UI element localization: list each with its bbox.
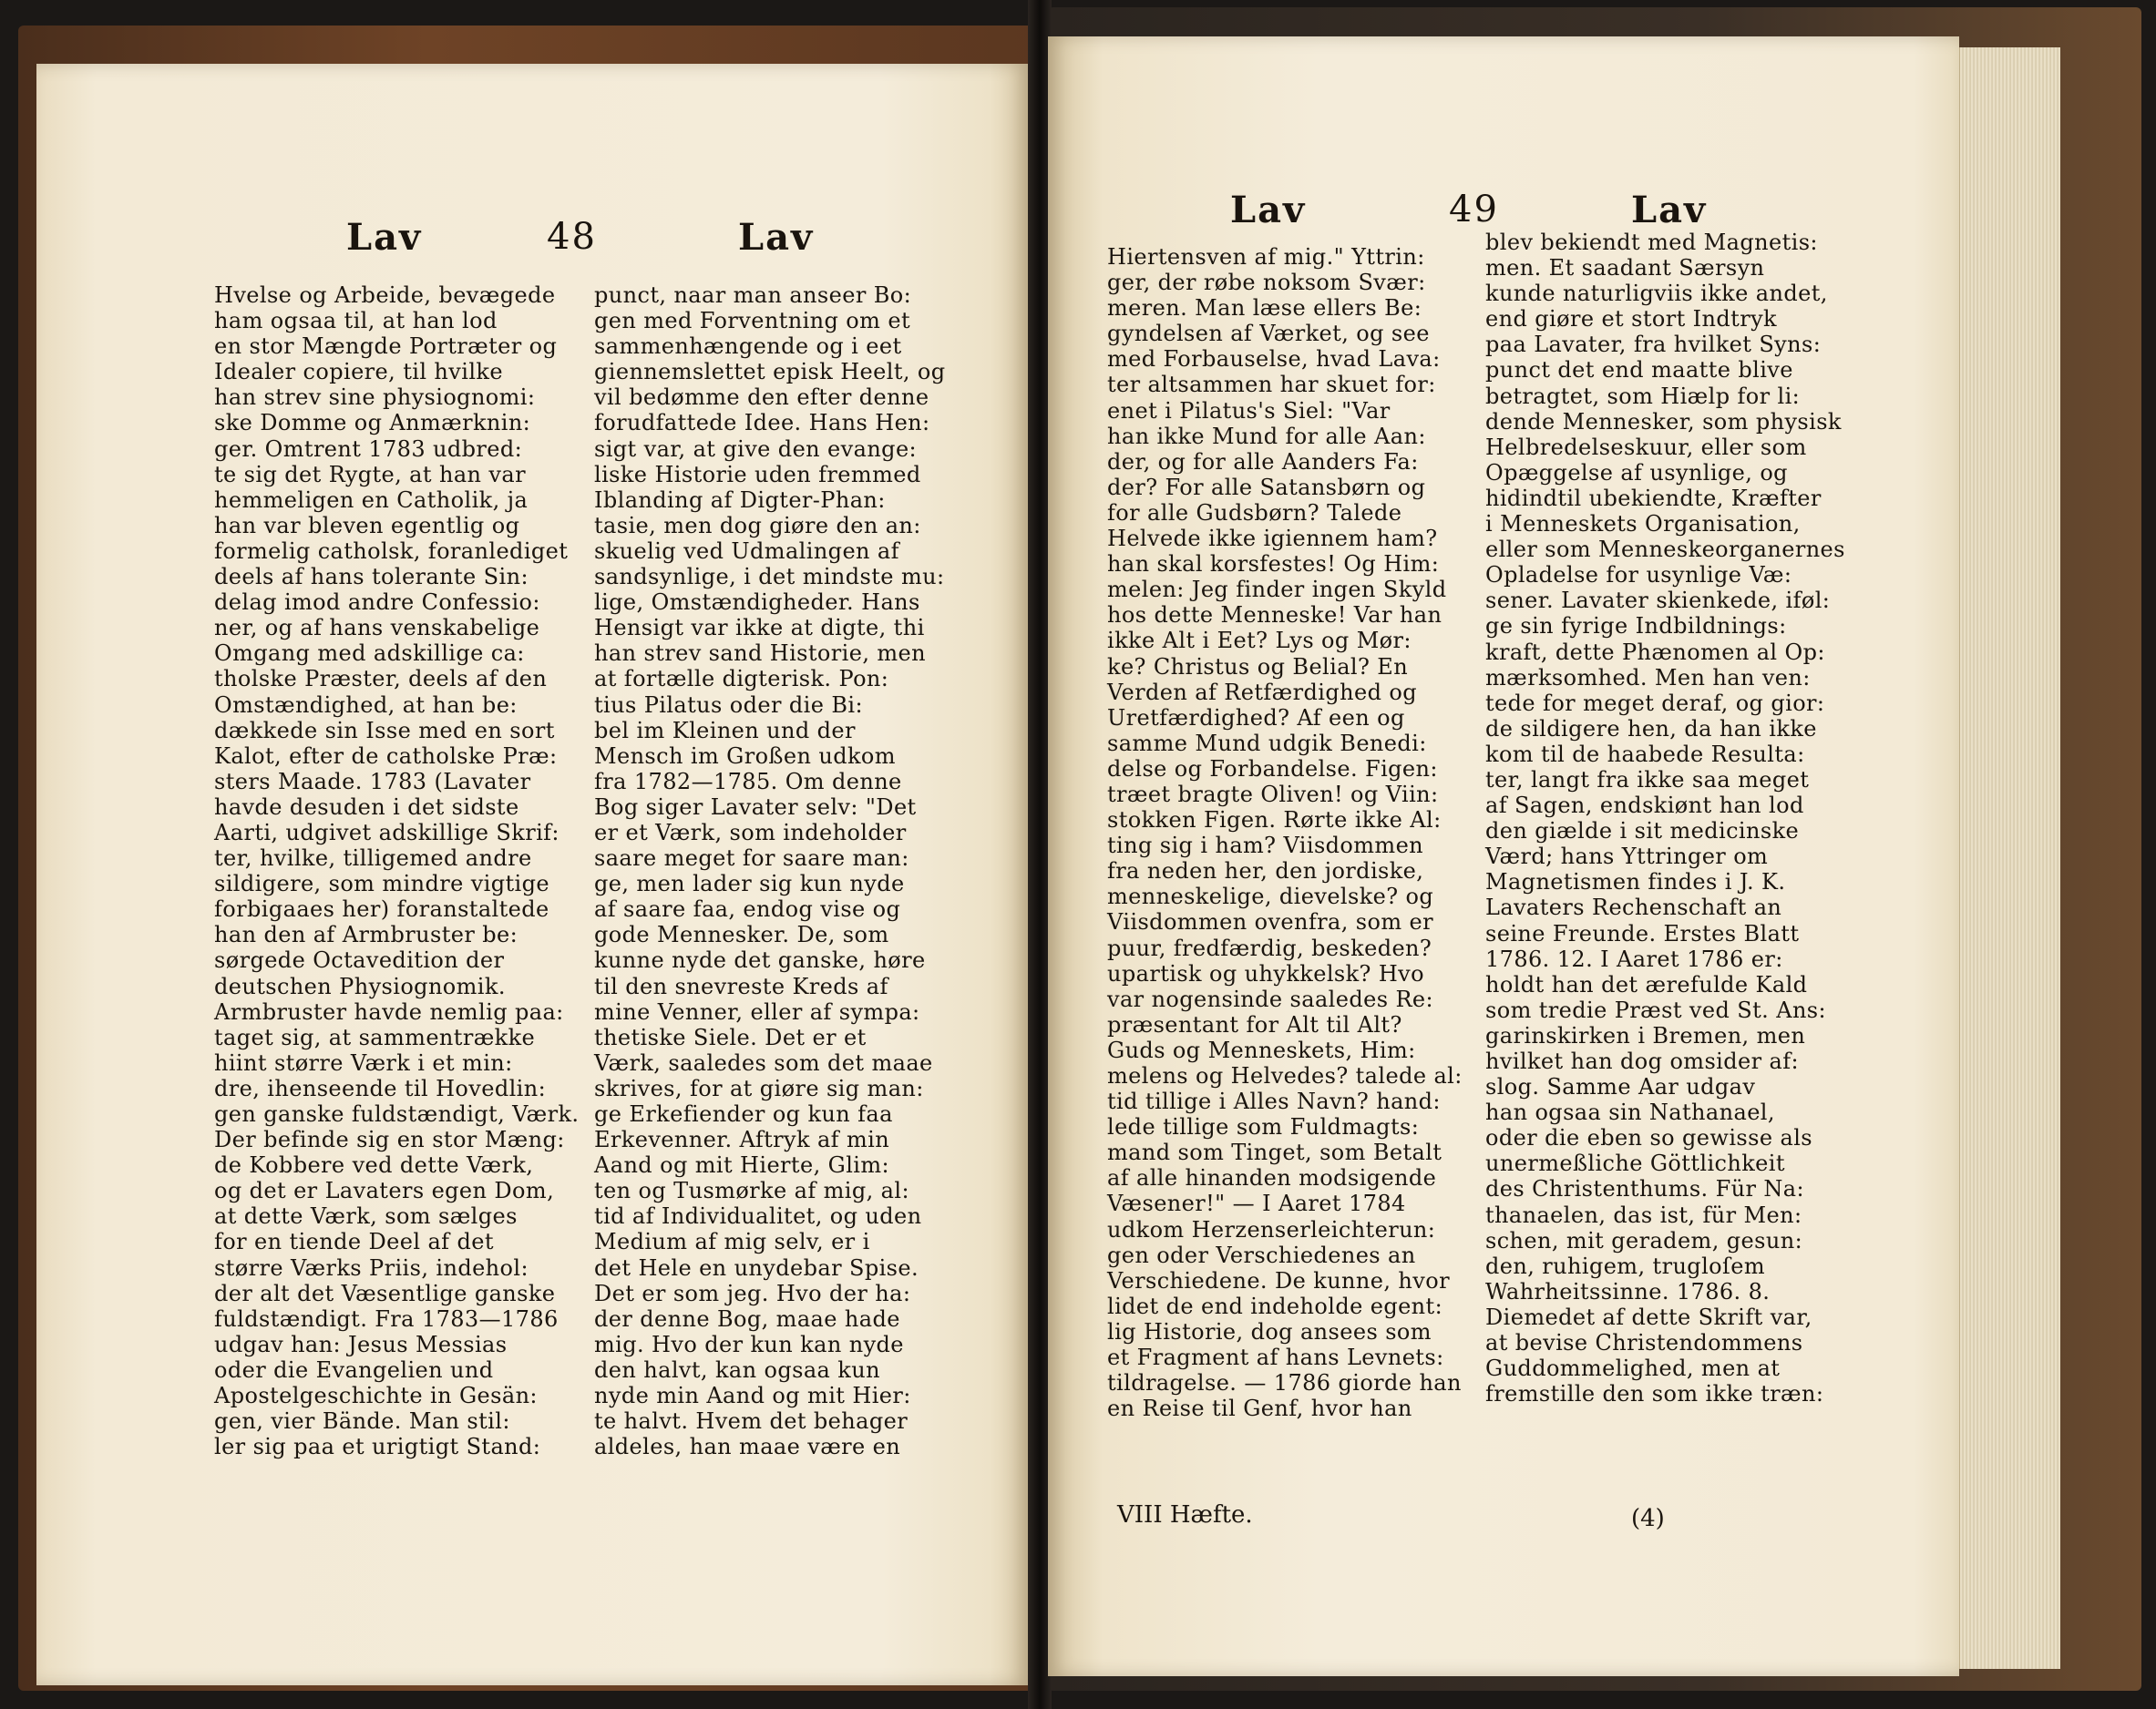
text-line: kunde naturligviis ikke andet, <box>1485 281 1828 307</box>
text-line: Verschiedene. De kunne, hvor <box>1107 1267 1450 1294</box>
text-line: skuelig ved Udmalingen af <box>594 537 899 564</box>
text-line: thanaelen, das ist, für Men: <box>1485 1202 1802 1228</box>
text-line: upartisk og uhykkelsk? Hvo <box>1107 960 1424 987</box>
text-line: ge sin fyrige Indbildnings: <box>1485 613 1787 640</box>
text-line: sørgede Octavedition der <box>214 947 505 974</box>
text-line: ting sig i ham? Viisdommen <box>1107 833 1424 859</box>
text-line: han ikke Mund for alle Aan: <box>1107 423 1426 449</box>
text-column-2 <box>594 282 977 1459</box>
text-line: for alle Gudsbørn? Talede <box>1107 499 1402 526</box>
text-line: den giælde i sit medicinske <box>1485 818 1800 844</box>
text-line: vil bedømme den efter denne <box>594 384 929 411</box>
text-line: gode Mennesker. De, som <box>594 922 889 948</box>
text-line: nyde min Aand og mit Hier: <box>594 1383 911 1409</box>
text-line: skrives, for at giøre sig man: <box>594 1075 924 1101</box>
text-line: Lavaters Rechenschaft an <box>1485 895 1782 921</box>
text-line: sildigere, som mindre vigtige <box>214 871 550 897</box>
text-line: sener. Lavater skienkede, iføl: <box>1485 588 1831 614</box>
text-line: gen med Forventning om et <box>594 308 910 334</box>
text-line: te sig det Rygte, at han var <box>214 461 526 487</box>
text-line: Erkevenner. Aftryk af min <box>594 1127 890 1153</box>
text-line: af Sagen, endskiønt han lod <box>1485 793 1804 819</box>
text-line: Omstændighed, at han be: <box>214 691 518 718</box>
text-line: eller som Menneskeorganernes <box>1485 537 1845 563</box>
text-line: samme Mund udgik Benedi: <box>1107 730 1427 756</box>
text-line: der denne Bog, maae hade <box>594 1305 900 1332</box>
right-page <box>1048 36 1959 1676</box>
text-line: Medium af mig selv, er i <box>594 1229 870 1255</box>
text-line: Guddommelighed, men at <box>1485 1356 1781 1382</box>
text-line: større Værks Priis, indehol: <box>214 1254 529 1281</box>
text-line: delse og Forbandelse. Figen: <box>1107 755 1438 782</box>
text-line: melens og Helvedes? talede al: <box>1107 1063 1463 1089</box>
text-line: ter, langt fra ikke saa meget <box>1485 766 1810 793</box>
text-line: gen oder Verschiedenes an <box>1107 1242 1416 1268</box>
gathering-number: (4) <box>1631 1505 1665 1532</box>
text-line: ler sig paa et urigtigt Stand: <box>214 1434 541 1460</box>
text-line: Viisdommen ovenfra, som er <box>1107 909 1434 936</box>
text-line: gen, vier Bände. Man stil: <box>214 1408 510 1435</box>
text-line: præsentant for Alt til Alt? <box>1107 1011 1402 1038</box>
text-line: dende Mennesker, som physisk <box>1485 408 1842 435</box>
text-line: sandsynlige, i det mindste mu: <box>594 564 945 590</box>
text-line: og det er Lavaters egen Dom, <box>214 1178 555 1204</box>
text-line: han strev sine physiognomi: <box>214 384 536 411</box>
text-line: sters Maade. 1783 (Lavater <box>214 768 531 794</box>
text-line: lige, Omstændigheder. Hans <box>594 589 920 616</box>
text-line: Wahrheitssinne. 1786. 8. <box>1485 1278 1771 1305</box>
text-line: enet i Pilatus's Siel: "Var <box>1107 397 1391 424</box>
text-line: Helbredelseskuur, eller som <box>1485 434 1807 460</box>
text-line: tasie, men dog giøre den an: <box>594 512 921 538</box>
text-line: Værd; hans Yttringer om <box>1485 844 1769 870</box>
text-line: stokken Figen. Rørte ikke Al: <box>1107 807 1442 834</box>
text-line: seine Freunde. Erstes Blatt <box>1485 920 1800 947</box>
text-line: i Menneskets Organisation, <box>1485 511 1801 537</box>
text-line: at bevise Christendommens <box>1485 1330 1803 1356</box>
text-line: ikke Alt i Eet? Lys og Mør: <box>1107 628 1412 654</box>
text-line: fra neden her, den jordiske, <box>1107 858 1424 885</box>
text-line: taget sig, at sammentrække <box>214 1024 536 1050</box>
text-line: tid tillige i Alles Navn? hand: <box>1107 1089 1441 1115</box>
text-line: 1786. 12. I Aaret 1786 er: <box>1485 946 1783 972</box>
text-line: ke? Christus og Belial? En <box>1107 653 1409 680</box>
text-line: at dette Værk, som sælges <box>214 1203 518 1230</box>
headword-right: Lav <box>738 216 815 259</box>
text-line: men. Et saadant Særsyn <box>1485 255 1765 281</box>
headword-left: Lav <box>1230 189 1307 231</box>
text-line: formelig catholsk, foranlediget <box>214 537 569 564</box>
text-line: til den snevreste Kreds af <box>594 973 888 999</box>
text-line: menneskelige, dievelske? og <box>1107 884 1434 910</box>
text-line: Aarti, udgivet adskillige Skrif: <box>214 819 560 845</box>
text-line: ger, der røbe noksom Svær: <box>1107 270 1426 296</box>
text-column-2 <box>1485 230 1868 1407</box>
text-line: han den af Armbruster be: <box>214 922 518 948</box>
text-line: Mensch im Großen udkom <box>594 742 896 769</box>
text-line: af saare faa, endog vise og <box>594 896 901 923</box>
text-line: de Kobbere ved dette Værk, <box>214 1152 534 1179</box>
text-line: der? For alle Satansbørn og <box>1107 474 1426 500</box>
text-line: af alle hinanden modsigende <box>1107 1165 1437 1192</box>
text-line: tius Pilatus oder die Bi: <box>594 691 863 718</box>
text-line: Væsener!" — I Aaret 1784 <box>1107 1191 1406 1217</box>
text-line: mærksomhed. Men han ven: <box>1485 664 1811 691</box>
text-line: Det er som jeg. Hvo der ha: <box>594 1280 911 1306</box>
text-line: schen, mit geradem, gesun: <box>1485 1227 1803 1254</box>
text-line: deels af hans tolerante Sin: <box>214 564 529 590</box>
text-line: forudfattede Idee. Hans Hen: <box>594 410 930 436</box>
page-number: 49 <box>1449 189 1499 230</box>
text-line: en stor Mængde Portræter og <box>214 333 558 360</box>
text-line: dre, ihenseende til Hovedlin: <box>214 1075 547 1101</box>
text-line: oder die eben so gewisse als <box>1485 1125 1812 1151</box>
text-line: han var bleven egentlig og <box>214 512 520 538</box>
text-line: kunne nyde det ganske, høre <box>594 947 926 974</box>
text-line: den halvt, kan ogsaa kun <box>594 1356 880 1383</box>
text-line: Guds og Menneskets, Him: <box>1107 1037 1416 1063</box>
text-line: Hvelse og Arbeide, bevægede <box>214 282 556 308</box>
text-line: delag imod andre Confessio: <box>214 589 540 616</box>
text-line: ham ogsaa til, at han lod <box>214 308 498 334</box>
text-line: er et Værk, som indeholder <box>594 819 907 845</box>
text-column-1 <box>214 282 597 1459</box>
text-line: gyndelsen af Værket, og see <box>1107 321 1430 347</box>
text-line: dækkede sin Isse med en sort <box>214 717 555 743</box>
text-line: havde desuden i det sidste <box>214 793 519 820</box>
text-line: betragtet, som Hiælp for li: <box>1485 383 1801 409</box>
text-line: Der befinde sig en stor Mæng: <box>214 1127 565 1153</box>
text-line: mine Venner, eller af sympa: <box>594 998 920 1025</box>
text-line: hvilket han dog omsider af: <box>1485 1049 1799 1074</box>
text-line: han skal korsfestes! Og Him: <box>1107 551 1440 578</box>
page-edges <box>1959 47 2060 1669</box>
text-line: Helvede ikke igiennem ham? <box>1107 526 1438 552</box>
text-line: Armbruster havde nemlig paa: <box>214 998 564 1025</box>
text-line: der alt det Væsentlige ganske <box>214 1280 556 1306</box>
text-line: træet bragte Oliven! og Viin: <box>1107 781 1439 807</box>
text-line: kom til de haabede Resulta: <box>1485 741 1805 767</box>
text-line: saare meget for saare man: <box>594 845 909 872</box>
text-line: mig. Hvo der kun kan nyde <box>594 1331 904 1357</box>
text-line: han ogsaa sin Nathanael, <box>1485 1100 1775 1126</box>
text-line: sigt var, at give den evange: <box>594 435 918 462</box>
page-number: 48 <box>547 216 597 258</box>
text-line: et Fragment af hans Levnets: <box>1107 1345 1444 1371</box>
left-page <box>36 64 1030 1685</box>
text-line: oder die Evangelien und <box>214 1356 494 1383</box>
text-line: punct det end maatte blive <box>1485 357 1793 384</box>
text-line: Opladelse for usynlige Væ: <box>1485 562 1792 588</box>
text-line: var nogensinde saaledes Re: <box>1107 986 1434 1012</box>
text-line: deutschen Physiognomik. <box>214 973 506 999</box>
text-line: Idealer copiere, til hvilke <box>214 359 503 385</box>
text-line: ge, men lader sig kun nyde <box>594 871 905 897</box>
text-line: fra 1782—1785. Om denne <box>594 768 902 794</box>
text-line: Bog siger Lavater selv: "Det <box>594 793 917 820</box>
text-line: bel im Kleinen und der <box>594 717 856 743</box>
text-line: fuldstændigt. Fra 1783—1786 <box>214 1305 559 1332</box>
text-line: en Reise til Genf, hvor han <box>1107 1396 1412 1422</box>
text-line: udkom Herzenserleichterun: <box>1107 1216 1436 1243</box>
text-line: gen ganske fuldstændigt, Værk. <box>214 1101 580 1127</box>
text-line: Uretfærdighed? Af een og <box>1107 704 1405 731</box>
text-line: thetiske Siele. Det er et <box>594 1024 867 1050</box>
text-line: ter altsammen har skuet for: <box>1107 372 1436 398</box>
text-line: for en tiende Deel af det <box>214 1229 494 1255</box>
text-line: hemmeligen en Catholik, ja <box>214 486 529 513</box>
text-line: som tredie Præst ved St. Ans: <box>1485 997 1827 1023</box>
text-line: ske Domme og Anmærknin: <box>214 410 531 436</box>
text-line: Hiertensven af mig." Yttrin: <box>1107 244 1425 270</box>
signature-mark: VIII Hæfte. <box>1117 1501 1253 1529</box>
text-line: paa Lavater, fra hvilket Syns: <box>1485 332 1822 358</box>
text-line: Kalot, efter de catholske Præ: <box>214 742 558 769</box>
text-line: ger. Omtrent 1783 udbred: <box>214 435 523 462</box>
text-line: de sildigere hen, da han ikke <box>1485 715 1817 742</box>
text-column-1 <box>1107 244 1490 1421</box>
text-line: melen: Jeg finder ingen Skyld <box>1107 577 1447 603</box>
text-line: Apostelgeschichte in Gesän: <box>214 1383 538 1409</box>
text-line: aldeles, han maae være en <box>594 1434 901 1460</box>
text-line: kraft, dette Phænomen al Op: <box>1485 639 1825 665</box>
text-line: tede for meget deraf, og gior: <box>1485 690 1825 716</box>
text-line: hiint større Værk i et min: <box>214 1049 513 1076</box>
text-line: Hensigt var ikke at digte, thi <box>594 615 925 641</box>
text-line: tid af Individualitet, og uden <box>594 1203 922 1230</box>
text-line: der, og for alle Aanders Fa: <box>1107 448 1419 475</box>
text-line: han strev sand Historie, men <box>594 640 926 667</box>
text-line: hidindtil ubekiendte, Kræfter <box>1485 485 1822 511</box>
text-line: slog. Samme Aar udgav <box>1485 1074 1756 1100</box>
text-line: liske Historie uden fremmed <box>594 461 921 487</box>
text-line: Aand og mit Hierte, Glim: <box>594 1152 889 1179</box>
headword-left: Lav <box>346 216 423 259</box>
text-line: hos dette Menneske! Var han <box>1107 602 1442 629</box>
text-line: Værk, saaledes som det maae <box>594 1049 933 1076</box>
text-line: tholske Præster, deels af den <box>214 666 548 692</box>
text-line: Verden af Retfærdighed og <box>1107 679 1417 705</box>
text-line: puur, fredfærdig, beskeden? <box>1107 935 1432 961</box>
text-line: ner, og af hans venskabelige <box>214 615 540 641</box>
text-line: garinskirken i Bremen, men <box>1485 1022 1806 1049</box>
text-line: te halvt. Hvem det behager <box>594 1408 909 1435</box>
text-line: holdt han det ærefulde Kald <box>1485 971 1808 998</box>
text-line: blev bekiendt med Magnetis: <box>1485 230 1818 255</box>
text-line: sammenhængende og i eet <box>594 333 902 360</box>
text-line: med Forbauselse, hvad Lava: <box>1107 346 1441 373</box>
text-line: ten og Tusmørke af mig, al: <box>594 1178 909 1204</box>
text-line: fremstille den som ikke træn: <box>1485 1381 1824 1407</box>
text-line: Opæggelse af usynlige, og <box>1485 459 1788 486</box>
text-line: ge Erkefiender og kun faa <box>594 1101 893 1127</box>
page-header <box>36 159 1030 259</box>
text-line: Iblanding af Digter-Phan: <box>594 486 886 513</box>
text-line: forbigaaes her) foranstaltede <box>214 896 549 923</box>
text-line: Magnetismen findes i J. K. <box>1485 869 1786 895</box>
text-line: mand som Tinget, som Betalt <box>1107 1140 1442 1166</box>
text-line: den, ruhigem, trugloſem <box>1485 1253 1766 1279</box>
text-line: lede tillige som Fuldmagts: <box>1107 1114 1420 1141</box>
text-line: ter, hvilke, tilligemed andre <box>214 845 532 872</box>
text-line: tildragelse. — 1786 giorde han <box>1107 1370 1462 1397</box>
headword-right: Lav <box>1631 189 1708 231</box>
text-line: des Christenthums. Für Na: <box>1485 1176 1804 1202</box>
text-line: Diemedet af dette Skrift var, <box>1485 1304 1812 1330</box>
text-line: end giøre et stort Indtryk <box>1485 306 1777 333</box>
text-line: lidet de end indeholde egent: <box>1107 1293 1443 1319</box>
text-line: at fortælle digterisk. Pon: <box>594 666 889 692</box>
text-line: Omgang med adskillige ca: <box>214 640 525 667</box>
text-line: punct, naar man anseer Bo: <box>594 282 912 308</box>
text-line: udgav han: Jesus Messias <box>214 1331 508 1357</box>
page-header <box>1048 132 1959 231</box>
text-line: lig Historie, dog ansees som <box>1107 1318 1432 1345</box>
text-line: det Hele en unydebar Spise. <box>594 1254 919 1281</box>
text-line: meren. Man læse ellers Be: <box>1107 295 1422 322</box>
text-line: unermeßliche Göttlichkeit <box>1485 1151 1785 1177</box>
text-line: giennemslettet episk Heelt, og <box>594 359 946 385</box>
